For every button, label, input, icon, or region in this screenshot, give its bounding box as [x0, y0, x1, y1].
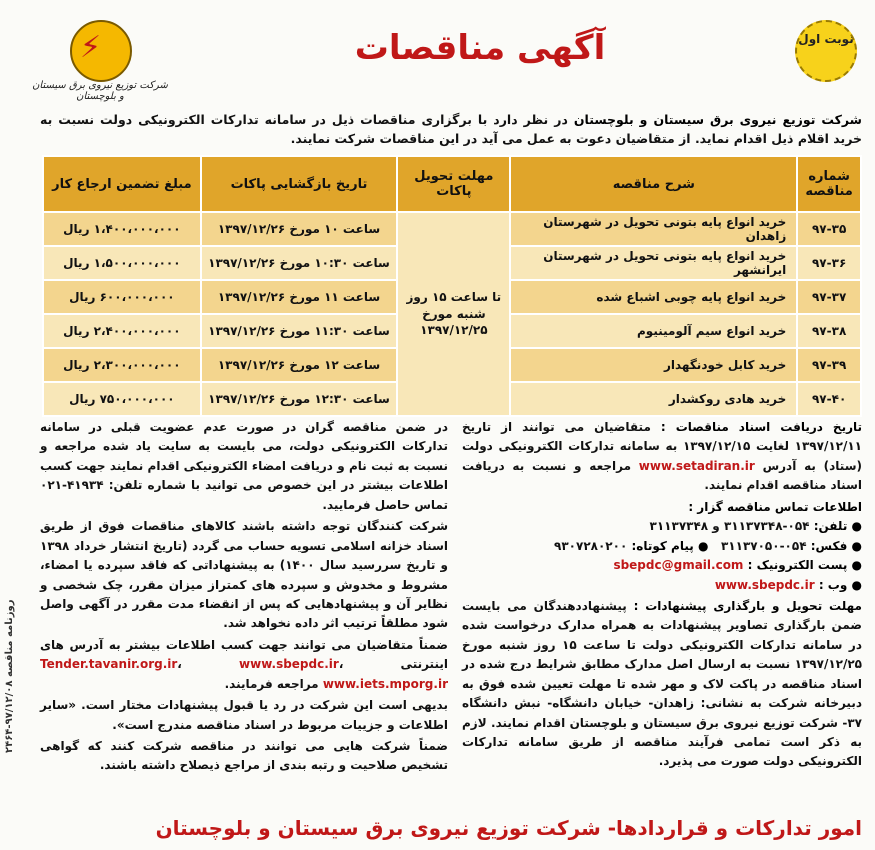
right-column — [462, 418, 862, 774]
phone-label: تلفن: — [813, 519, 848, 534]
tender-number: ۹۷-۳۷ — [797, 280, 861, 314]
company-logo — [30, 8, 168, 108]
page-title: آگهی مناقصات — [354, 28, 606, 68]
tender-number: ۹۷-۳۹ — [797, 348, 861, 382]
bullet-icon: ● — [851, 577, 862, 592]
opening-date: ساعت ۱۰:۳۰ مورخ ۱۳۹۷/۱۲/۲۶ — [201, 246, 398, 280]
tender-description: خرید هادی روکشدار — [510, 382, 797, 416]
fax-label: فکس: — [810, 538, 848, 553]
websites-text: ضمناً متقاضیان می توانند جهت کسب اطلاعات بیشتر به آدرس های اینترنتی — [40, 637, 448, 672]
iets-link[interactable]: www.iets.mporg.ir — [322, 676, 448, 691]
delivery-label: مهلت تحویل و بارگذاری پیشنهادات : — [633, 598, 862, 613]
header-opening-date: تاریخ بازگشایی پاکات — [201, 156, 398, 212]
guarantee-amount: ۷۵۰،۰۰۰،۰۰۰ ریال — [43, 382, 201, 416]
documents-label: تاریخ دریافت اسناد مناقصات : — [660, 420, 862, 434]
fax-value: ۰۵۴-۳۱۱۳۷۰۵۰ — [720, 538, 807, 553]
opening-date: ساعت ۱۱:۳۰ مورخ ۱۳۹۷/۱۲/۲۶ — [201, 314, 398, 348]
logo-text: شرکت توزیع نیروی برق سیستان و بلوچستان — [32, 80, 168, 102]
tender-number: ۹۷-۳۶ — [797, 246, 861, 280]
opening-date: ساعت ۱۰ مورخ ۱۳۹۷/۱۲/۲۶ — [201, 212, 398, 246]
contact-label: اطلاعات تماس مناقصه گزار : — [688, 499, 862, 514]
guarantee-amount: ۲،۳۰۰،۰۰۰،۰۰۰ ریال — [43, 348, 201, 382]
sbepdc-link[interactable]: www.sbepdc.ir — [239, 657, 339, 672]
rights-paragraph: بدیهی است این شرکت در رد یا قبول پیشنهادات مختار است. «سایر اطلاعات و جزییات مربوط در اسناد مناقصه مندرج است». — [40, 698, 448, 732]
table-row — [43, 212, 861, 246]
guarantee-amount: ۲،۴۰۰،۰۰۰،۰۰۰ ریال — [43, 314, 201, 348]
email-line — [462, 556, 862, 575]
left-column — [40, 418, 448, 778]
delivery-text: پیشنهاددهندگان می بایست ضمن بارگذاری تصاویر پیشنهادات به همراه مدارک درخواست شده در سامانه تدارکات الکترونیکی دولت تا ساعت ۱۵ روز شنبه مورخ ۱۳۹۷/۱۲/۲۵ نسبت به ارسال اصل مدارک مطابق شرایط درج شده در اسناد مناقصه در پاکت لاک و مهر شده تا مهلت تعیین شده فوق به دبیرخانه شرکت به نشانی: زاهدان- خیابان دانشگاه- نبش دانشگاه ۳۷- شرکت توزیع نیروی برق سیستان و بلوچستان اقدام نمایند. لازم به ذکر است تمامی فرآیند مناقصه از طریق سامانه تدارکات الکترونیکی دولت صورت می پذیرد. — [462, 598, 862, 769]
guarantee-amount: ۶۰۰،۰۰۰،۰۰۰ ریال — [43, 280, 201, 314]
documents-paragraph — [462, 418, 862, 496]
guarantee-amount: ۱،۵۰۰،۰۰۰،۰۰۰ ریال — [43, 246, 201, 280]
header-guarantee-amount: مبلغ تضمین ارجاع کار — [43, 156, 201, 212]
intro-company: شرکت توزیع نیروی برق سیستان و بلوچستان — [573, 112, 862, 127]
tenders-table — [42, 155, 862, 417]
email-label: پست الکترونیک : — [747, 558, 848, 573]
footer-signature: امور تدارکات و قراردادها- شرکت توزیع نیروی برق سیستان و بلوچستان — [155, 816, 862, 840]
documents-text-2: مراجعه و نسبت به دریافت اسناد مناقصه اقدام نمایند. — [462, 458, 862, 493]
web-label: وب : — [818, 577, 848, 592]
guarantee-amount: ۱،۴۰۰،۰۰۰،۰۰۰ ریال — [43, 212, 201, 246]
sms-value: ۹۳۰۷۲۸۰۲۰۰ — [554, 538, 628, 553]
sms-label: پیام کوتاه: — [631, 538, 694, 553]
registration-paragraph: در ضمن مناقصه گران در صورت عدم عضویت قبلی در سامانه تدارکات الکترونیکی دولت، می بایست به سایت یاد شده مراجعه و نسبت به ثبت نام و دریافت امضاء الکترونیکی اقدام نمایند جهت کسب اطلاعات بیشتر در این خصوص می توانید با شماره تلفن: ۴۱۹۳۴-۰۲۱ تماس حاصل فرمایید. — [40, 420, 448, 512]
tender-number: ۹۷-۳۵ — [797, 212, 861, 246]
tender-description: خرید انواع پایه بتونی تحویل در شهرستان زاهدان — [510, 212, 797, 246]
delivery-deadline: تا ساعت ۱۵ روز شنبه مورخ ۱۳۹۷/۱۲/۲۵ — [397, 212, 510, 416]
intro-text: در نظر دارد با برگزاری مناقصات ذیل در سامانه تدارکات الکترونیکی دولت نسبت به خرید اقلام ذیل اقدام نماید. از متقاضیان دعوت به عمل می آید در این مناقصات شرکت نمایند. — [40, 112, 862, 147]
websites-paragraph: ضمناً متقاضیان می توانند جهت کسب اطلاعات بیشتر به آدرس های اینترنتی Tender.tavanir.org.ir، www.sbepdc.ir، www.iets.mporg.ir مراجعه فرمایند. — [40, 637, 448, 691]
bullet-icon: ● — [697, 538, 709, 553]
first-round-badge: نوبت اول — [795, 20, 857, 82]
email-link[interactable]: sbepdc@gmail.com — [613, 558, 744, 573]
newspaper-side-note: روزنامه مناقصه ۹۷/۱۲/۰۸-۲۴۶۴ — [4, 600, 15, 754]
tavanir-link[interactable]: Tender.tavanir.org.ir — [40, 657, 178, 672]
web-line — [462, 576, 862, 595]
header-number: شماره مناقصه — [797, 156, 861, 212]
documents-text: متقاضیان می توانند از تاریخ ۱۳۹۷/۱۲/۱۱ لغایت ۱۳۹۷/۱۲/۱۵ به سامانه تدارکات الکترونیکی دولت (ستاد) به آدرس — [462, 420, 862, 473]
opening-date: ساعت ۱۱ مورخ ۱۳۹۷/۱۲/۲۶ — [201, 280, 398, 314]
header-description: شرح مناقصه — [510, 156, 797, 212]
opening-date: ساعت ۱۲ مورخ ۱۳۹۷/۱۲/۲۶ — [201, 348, 398, 382]
opening-date: ساعت ۱۲:۳۰ مورخ ۱۳۹۷/۱۲/۲۶ — [201, 382, 398, 416]
delivery-paragraph — [462, 597, 862, 772]
lightning-icon: ⚡ — [80, 30, 102, 65]
phone-value: ۰۵۴-۳۱۱۳۷۳۴۸ و ۳۱۱۳۷۳۴۸ — [649, 519, 810, 534]
fax-line — [462, 537, 862, 556]
tender-description: خرید انواع پایه بتونی تحویل در شهرستان ایرانشهر — [510, 246, 797, 280]
table-header-row — [43, 156, 861, 212]
tender-number: ۹۷-۴۰ — [797, 382, 861, 416]
treasury-paragraph: شرکت کنندگان توجه داشته باشند کالاهای مناقصات فوق از طریق اسناد خزانه اسلامی تسویه حساب می گردد (تاریخ انتشار خرداد ۱۳۹۸ و تاریخ سررسید سال ۱۴۰۰) به پیشنهاداتی که فاقد سپرده یا امضاء، مشروط و مخدوش و سپرده های کمتراز میزان مقرر، چک شخصی و نظایر آن و پیشنهادهایی که پس از انقضاء مدت مقرر در آگهی واصل شود مطلقاً ترتیب اثر داده نخواهد شد. — [40, 519, 448, 631]
web-link[interactable]: www.sbepdc.ir — [714, 577, 815, 592]
setadiran-link[interactable]: www.setadiran.ir — [638, 458, 755, 473]
bullet-icon: ● — [851, 558, 862, 573]
websites-text-2: مراجعه فرمایند. — [224, 676, 319, 691]
tender-description: خرید انواع پایه چوبی اشباع شده — [510, 280, 797, 314]
bullet-icon: ● — [851, 519, 862, 534]
phone-line — [462, 517, 862, 536]
contact-block — [462, 498, 862, 595]
intro-paragraph — [40, 110, 862, 149]
tender-number: ۹۷-۳۸ — [797, 314, 861, 348]
tender-description: خرید کابل خودنگهدار — [510, 348, 797, 382]
bullet-icon: ● — [851, 538, 862, 553]
header-deadline: مهلت تحویل پاکات — [397, 156, 510, 212]
tender-description: خرید انواع سیم آلومینیوم — [510, 314, 797, 348]
qualification-paragraph: ضمناً شرکت هایی می توانند در مناقصه شرکت کنند که گواهی تشخیص صلاحیت و رتبه بندی از مراجع ذیصلاح داشته باشند. — [40, 739, 448, 773]
